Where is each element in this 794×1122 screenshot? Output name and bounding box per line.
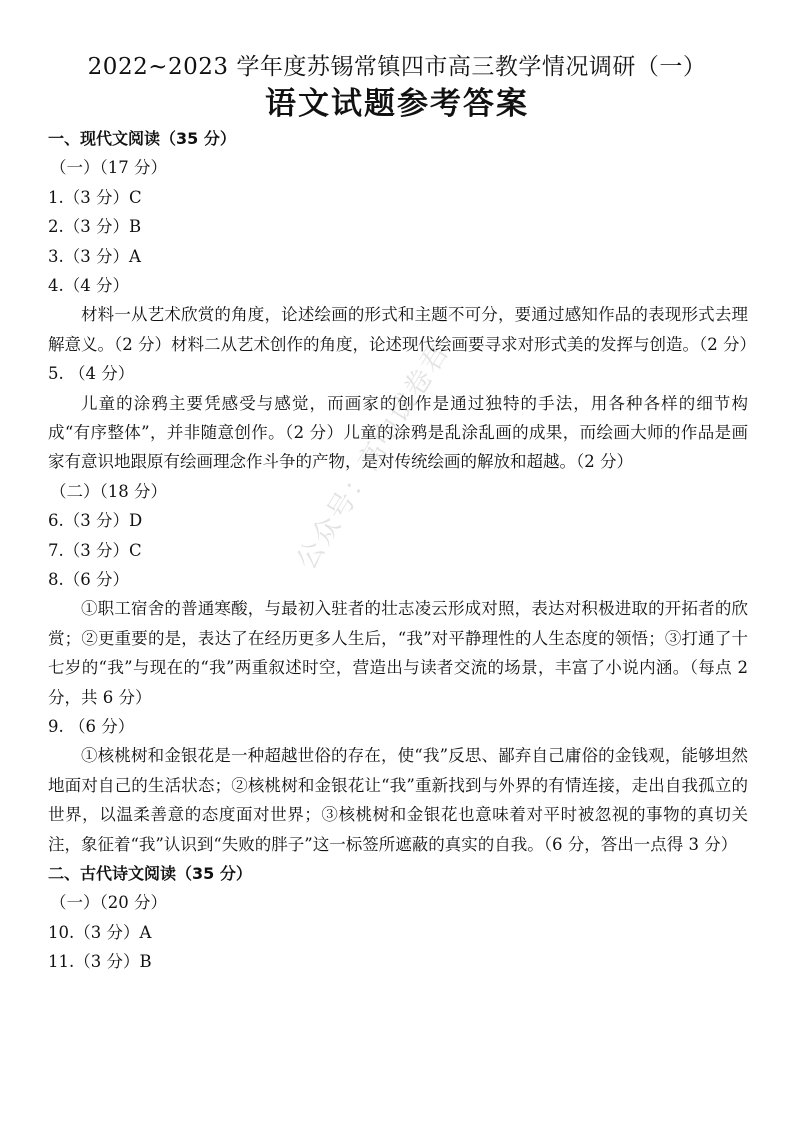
answer-item: 11.（3 分）B [48, 952, 152, 972]
answer-item: 3.（3 分）A [48, 246, 141, 266]
section-heading: 一、现代文阅读（35 分） [48, 129, 236, 148]
exam-title: 2022~2023 学年度苏锡常镇四市高三教学情况调研（一） [87, 54, 707, 80]
document-title: 语文试题参考答案 [265, 86, 529, 122]
section-heading: 二、古代诗文阅读（35 分） [48, 863, 252, 883]
answer-item: 6.（3 分）D [48, 511, 143, 531]
part-heading: （一）（17 分） [50, 158, 167, 178]
answer-item: 4.（4 分） [48, 275, 129, 295]
answer-content [48, 124, 756, 977]
answer-item: 9. （6 分） [48, 716, 135, 736]
answer-item: 10.（3 分）A [48, 922, 152, 942]
answer-item: 1.（3 分）C [48, 187, 142, 207]
answer-item: 7.（3 分）C [48, 540, 142, 560]
answer-paragraph: 材料一从艺术欣赏的角度，论述绘画的形式和主题不可分，要通过感知作品的表现形式去理解意义。（2 分）材料二从艺术创作的角度，论述现代绘画要寻求对形式美的发挥与创造。（2 分） [48, 305, 756, 354]
answer-paragraph: ①职工宿舍的普通寒酸，与最初入驻者的壮志凌云形成对照，表达对积极进取的开拓者的欣赏；②更重要的是，表达了在经历更多人生后，“我”对平静理性的人生态度的领悟；③打通了十七岁的“我”与现在的“我”两重叙述时空，营造出与读者交流的场景，丰富了小说内涵。（每点 2 分，共 6 分） [48, 599, 748, 707]
part-heading: （二）（18 分） [50, 481, 167, 501]
answer-item: 2.（3 分）B [48, 217, 142, 237]
answer-item: 5. （4 分） [48, 364, 135, 384]
answer-paragraph: ①核桃树和金银花是一种超越世俗的存在，使“我”反思、鄙弃自己庸俗的金钱观，能够坦然地面对自己的生活状态；②核桃树和金银花让“我”重新找到与外界的有情连接，走出自我孤立的世界，以温柔善意的态度面对世界；③核桃树和金银花也意味着对平时被忽视的事物的真切关注，象征着“我”认识到“失败的胖子”这一标签所遮蔽的真实的自我。（6 分，答出一点得 3 分） [48, 746, 748, 854]
watermark: 公众号：高中试卷君 [290, 337, 456, 576]
answer-paragraph: 儿童的涂鸦主要凭感受与感觉，而画家的创作是通过独特的手法，用各种各样的细节构成“有序整体”，并非随意创作。（2 分）儿童的涂鸦是乱涂乱画的成果，而绘画大师的作品是画家有意识地跟原有绘画理念作斗争的产物，是对传统绘画的解放和超越。（2 分） [48, 393, 748, 472]
part-heading: （一）（20 分） [50, 893, 167, 913]
answer-item: 8.（6 分） [48, 569, 129, 589]
